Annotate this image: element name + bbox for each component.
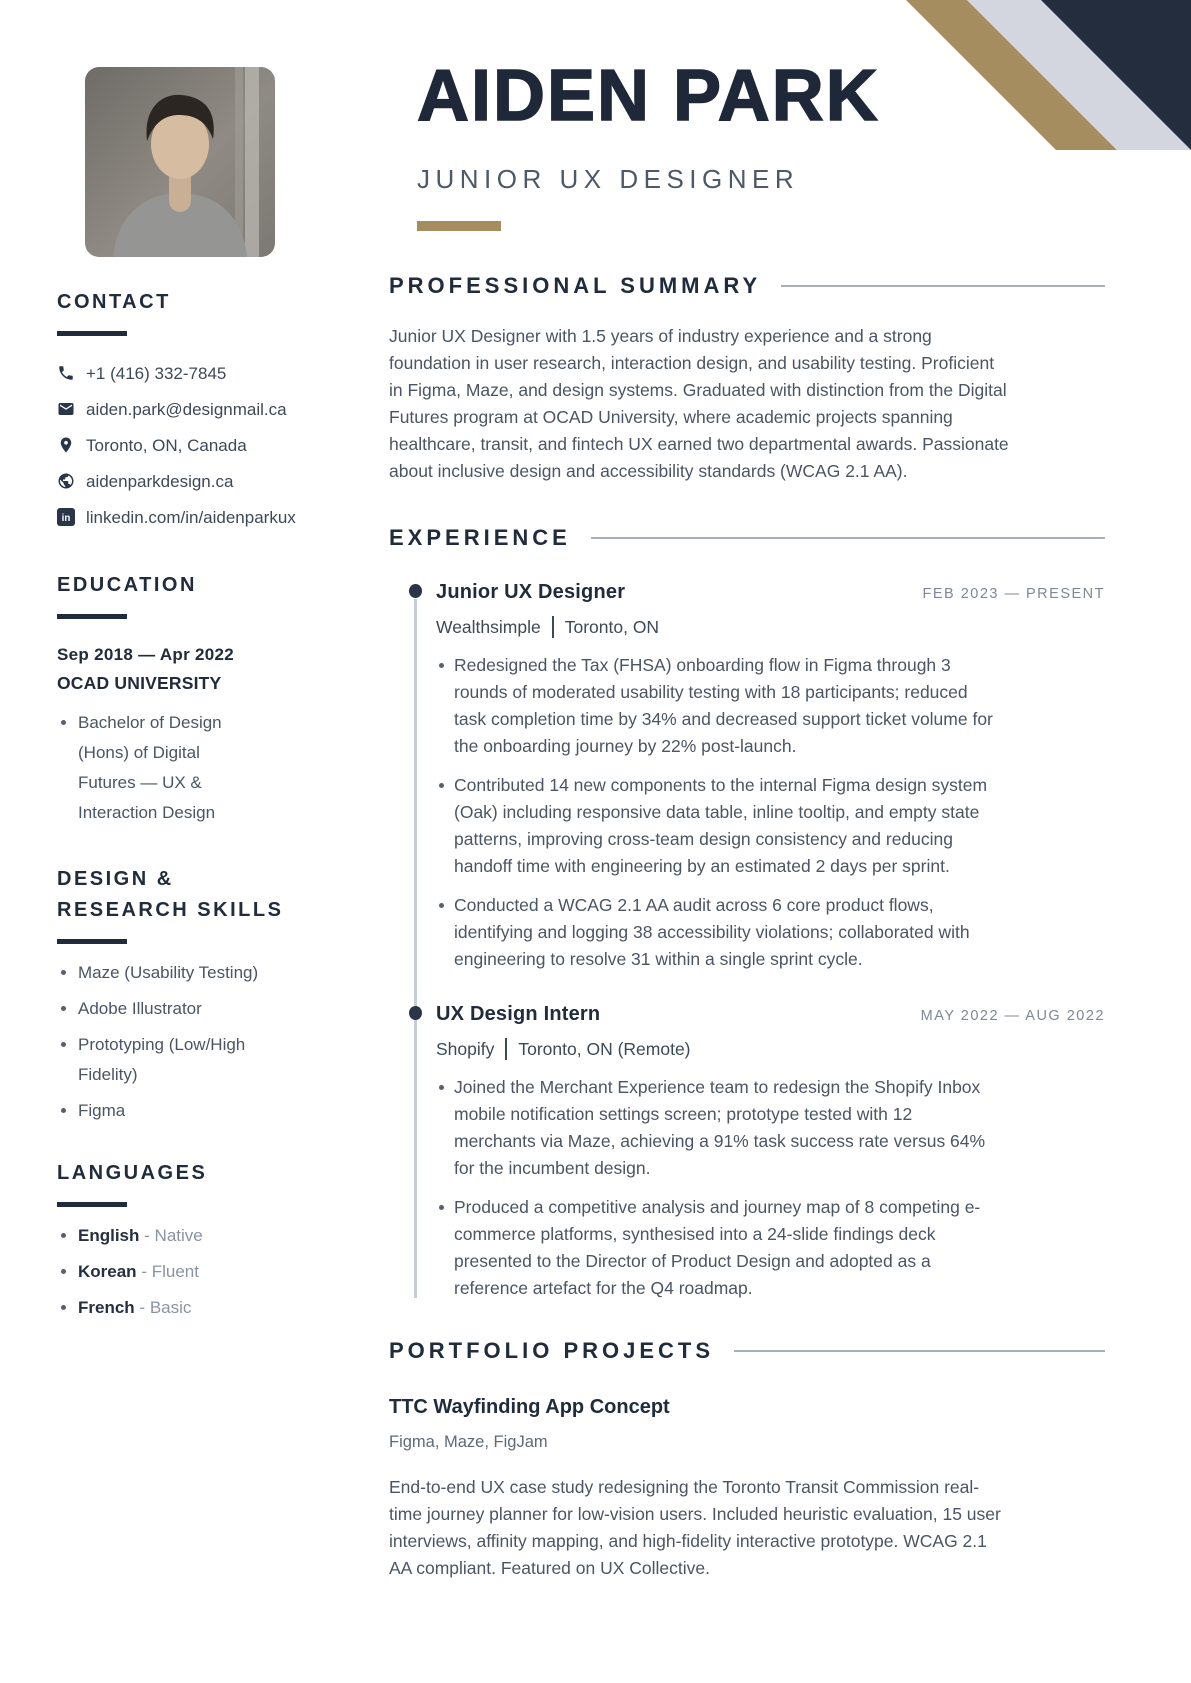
skill-item: Prototyping (Low/High Fidelity) <box>57 1030 307 1090</box>
skills-heading-underline <box>57 939 127 944</box>
job-company-line <box>436 616 1105 638</box>
job-bullet-list <box>436 1074 1105 1302</box>
languages-section <box>57 1158 330 1323</box>
language-separator: - <box>141 1262 147 1281</box>
contact-email-text: aiden.park@designmail.ca <box>86 400 287 419</box>
contact-item-location <box>57 432 330 460</box>
skill-item: Adobe Illustrator <box>57 994 307 1024</box>
language-separator: - <box>144 1226 150 1245</box>
job-bullet: Redesigned the Tax (FHSA) onboarding flow in Figma through 3 rounds of moderated usability testing with 18 participants; reduced task completion time by 34% and decreased support ticket volume for the onboarding journey by 22% post-launch. <box>436 652 996 760</box>
phone-icon <box>57 364 75 382</box>
job-bullet: Joined the Merchant Experience team to redesign the Shopify Inbox mobile notification settings screen; prototype tested with 12 merchants via Maze, achieving a 91% task success rate versus 64% for the incumbent design. <box>436 1074 996 1182</box>
education-degree: Bachelor of Design (Hons) of Digital Futures — UX & Interaction Design <box>57 708 257 828</box>
language-name: French <box>78 1298 135 1317</box>
summary-heading: PROFESSIONAL SUMMARY <box>389 273 762 298</box>
experience-heading-rule <box>591 537 1105 540</box>
location-pin-icon <box>57 436 75 454</box>
timeline-dot-icon <box>409 1006 422 1020</box>
portfolio-section-header <box>389 1338 1105 1364</box>
languages-heading-underline <box>57 1202 127 1207</box>
education-heading: EDUCATION <box>57 574 197 596</box>
svg-text:in: in <box>61 512 71 524</box>
language-item <box>57 1221 330 1251</box>
job-dates: MAY 2022 — AUG 2022 <box>920 1008 1105 1024</box>
education-school: OCAD UNIVERSITY <box>57 673 222 693</box>
job-header <box>436 1003 1105 1026</box>
education-date-range: Sep 2018 — Apr 2022 <box>57 645 235 664</box>
job-bullet: Produced a competitive analysis and journey map of 8 competing e-commerce platforms, synthesised into a 24-slide findings deck presented to the Director of Product Design and adopted as a reference artefact for the Q4 roadmap. <box>436 1194 996 1302</box>
job-company: Wealthsimple <box>436 616 541 637</box>
email-icon <box>57 400 75 418</box>
skills-section <box>57 864 330 1126</box>
gold-accent-bar <box>417 221 501 231</box>
professional-summary-section <box>389 273 1105 485</box>
language-level: Fluent <box>151 1262 199 1281</box>
header-block <box>417 56 1105 231</box>
education-section <box>57 570 330 828</box>
job-entry <box>436 581 1105 973</box>
globe-icon <box>57 472 75 490</box>
contact-phone-text: +1 (416) 332-7845 <box>86 364 227 383</box>
skill-item: Figma <box>57 1096 307 1126</box>
language-level: Basic <box>149 1298 192 1317</box>
contact-heading: CONTACT <box>57 291 171 313</box>
summary-text: Junior UX Designer with 1.5 years of industry experience and a strong foundation in user research, interaction design, and usability testing. Proficient in Figma, Maze, and design systems. Graduated with distinction from the Digital Futures program at OCAD University, where academic projects spanning healthcare, transit, and fintech UX earned two departmental awards. Passionate about inclusive design and accessibility standards (WCAG 2.1 AA). <box>389 326 1009 481</box>
skills-list <box>57 958 330 1126</box>
job-bullet-list <box>436 652 1105 973</box>
language-level: Native <box>154 1226 203 1245</box>
project-title: TTC Wayfinding App Concept <box>389 1396 670 1418</box>
language-item <box>57 1257 330 1287</box>
language-name: Korean <box>78 1262 137 1281</box>
experience-section-header <box>389 525 1105 551</box>
company-location-divider <box>552 616 554 638</box>
contact-heading-underline <box>57 331 127 336</box>
job-header <box>436 581 1105 604</box>
main-column <box>330 0 1191 1683</box>
summary-heading-rule <box>781 285 1105 288</box>
skill-item: Maze (Usability Testing) <box>57 958 307 988</box>
profile-photo <box>85 67 275 257</box>
contact-section <box>57 287 330 532</box>
job-company: Shopify <box>436 1038 495 1059</box>
timeline-dot-icon <box>409 584 422 598</box>
job-bullet: Contributed 14 new components to the internal Figma design system (Oak) including responsive data table, inline tooltip, and empty state patterns, improving cross-team design consistency and reducing handoff time with engineering by an estimated 2 days per sprint. <box>436 772 996 880</box>
job-company-line <box>436 1038 1105 1060</box>
person-job-title: JUNIOR UX DESIGNER <box>417 164 800 194</box>
languages-heading: LANGUAGES <box>57 1162 208 1184</box>
contact-linkedin-text: linkedin.com/in/aidenparkux <box>86 508 296 527</box>
job-location: Toronto, ON <box>564 616 660 637</box>
contact-website-text: aidenparkdesign.ca <box>86 472 234 491</box>
experience-heading: EXPERIENCE <box>389 525 571 550</box>
language-name: English <box>78 1226 140 1245</box>
language-item <box>57 1293 330 1323</box>
portfolio-heading: PORTFOLIO PROJECTS <box>389 1338 715 1363</box>
job-title: Junior UX Designer <box>436 581 626 603</box>
sidebar <box>0 0 330 1683</box>
contact-item-phone <box>57 360 330 388</box>
job-title: UX Design Intern <box>436 1003 601 1025</box>
contact-list <box>57 360 330 532</box>
skills-heading <box>57 864 330 926</box>
summary-section-header <box>389 273 1105 299</box>
portfolio-section <box>389 1338 1105 1582</box>
experience-timeline <box>389 581 1105 1302</box>
project-tools: Figma, Maze, FigJam <box>389 1433 548 1451</box>
project-description: End-to-end UX case study redesigning the Toronto Transit Commission real-time journey planner for low-vision users. Included heuristic evaluation, 15 user interviews, affinity mapping, and high-fidelity interactive prototype. WCAG 2.1 AA compliant. Featured on UX Collective. <box>389 1477 1001 1578</box>
skills-heading-line1: DESIGN & <box>57 868 174 890</box>
company-location-divider <box>505 1038 507 1060</box>
contact-item-linkedin <box>57 504 330 532</box>
education-heading-underline <box>57 614 127 619</box>
portfolio-project <box>389 1396 1105 1582</box>
skills-heading-line2: RESEARCH SKILLS <box>57 899 284 921</box>
job-bullet: Conducted a WCAG 2.1 AA audit across 6 core product flows, identifying and logging 38 accessibility violations; collaborated with engineering to resolve 31 within a single sprint cycle. <box>436 892 996 973</box>
language-separator: - <box>139 1298 146 1317</box>
person-name: AIDEN PARK <box>417 56 880 136</box>
job-location: Toronto, ON (Remote) <box>518 1038 691 1059</box>
experience-section <box>389 525 1105 1302</box>
contact-item-website <box>57 468 330 496</box>
portfolio-heading-rule <box>734 1350 1105 1353</box>
job-entry <box>436 1003 1105 1302</box>
job-dates: FEB 2023 — PRESENT <box>922 586 1105 602</box>
languages-list <box>57 1221 330 1323</box>
linkedin-icon <box>57 508 75 526</box>
education-list <box>57 708 330 828</box>
contact-item-email <box>57 396 330 424</box>
contact-location-text: Toronto, ON, Canada <box>86 436 247 455</box>
